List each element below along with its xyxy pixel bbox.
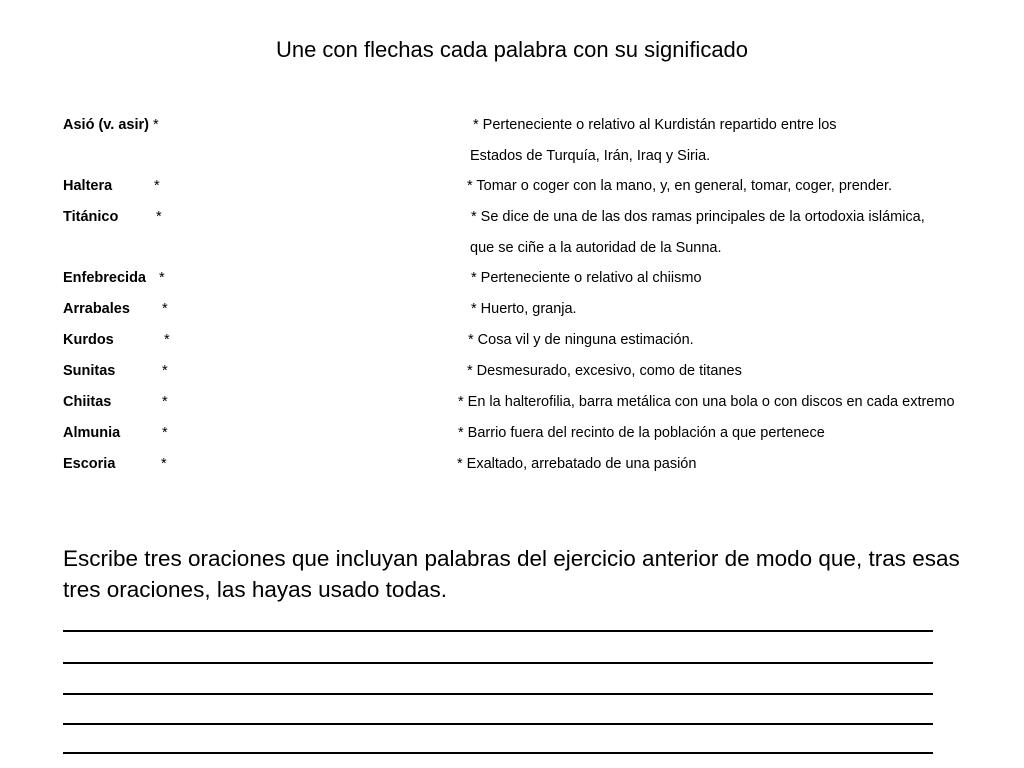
term-marker: * [159,270,165,286]
term-marker: * [161,456,167,472]
term-word: Haltera [63,178,113,194]
definition-almunia: * Huerto, granja. [471,301,577,317]
writing-instructions: Escribe tres oraciones que incluyan palabras del ejercicio anterior de modo que, tras esas tres oraciones, las hayas usado todas. [63,546,960,602]
definition-enfebrecida: * Exaltado, arrebatado de una pasión [457,456,697,472]
term-arrabales [63,300,168,318]
term-word: Sunitas [63,363,116,379]
term-marker: * [162,394,168,410]
definition-escoria: * Cosa vil y de ninguna estimación. [468,332,694,348]
term-sunitas [63,362,168,380]
definition-asir: * Tomar o coger con la mano, y, en general, tomar, coger, prender. [467,178,893,194]
term-word: Escoria [63,456,116,472]
term-word: Chiitas [63,394,112,410]
term-chiitas [63,393,168,411]
definition-titanico: * Desmesurado, excesivo, como de titanes [467,363,742,379]
answer-line-2[interactable] [63,662,933,664]
answer-line-3[interactable] [63,693,933,695]
term-marker: * [162,301,168,317]
answer-line-1[interactable] [63,630,933,632]
definition-kurdo: * Perteneciente o relativo al Kurdistán repartido entre los [473,117,837,133]
term-word: Almunia [63,425,121,441]
term-marker: * [153,117,159,133]
term-word: Titánico [63,209,119,225]
term-enfebrecida [63,269,165,287]
definition-chiita: * Perteneciente o relativo al chiismo [471,270,702,286]
term-asio [63,116,159,134]
term-marker: * [156,209,162,225]
term-haltera [63,177,160,195]
term-word: Enfebrecida [63,270,146,286]
term-word: Kurdos [63,332,114,348]
page-title: Une con flechas cada palabra con su significado [275,37,749,62]
definition-sunita: * Se dice de una de las dos ramas principales de la ortodoxia islámica, [471,209,925,225]
term-marker: * [162,425,168,441]
term-almunia [63,424,168,442]
definition-haltera: * En la halterofilia, barra metálica con una bola o con discos en cada extremo [458,394,955,410]
answer-line-4[interactable] [63,723,933,725]
term-kurdos [63,331,170,349]
term-marker: * [164,332,170,348]
definition-kurdo-continuation: Estados de Turquía, Irán, Iraq y Siria. [470,148,711,164]
term-word: Arrabales [63,301,130,317]
term-titanico [63,208,162,226]
term-marker: * [154,178,160,194]
term-marker: * [162,363,168,379]
term-escoria [63,455,167,473]
definition-sunita-continuation: que se ciñe a la autoridad de la Sunna. [470,240,722,256]
term-word: Asió (v. asir) [63,117,149,133]
answer-line-5[interactable] [63,752,933,754]
definition-arrabal: * Barrio fuera del recinto de la población a que pertenece [458,425,825,441]
